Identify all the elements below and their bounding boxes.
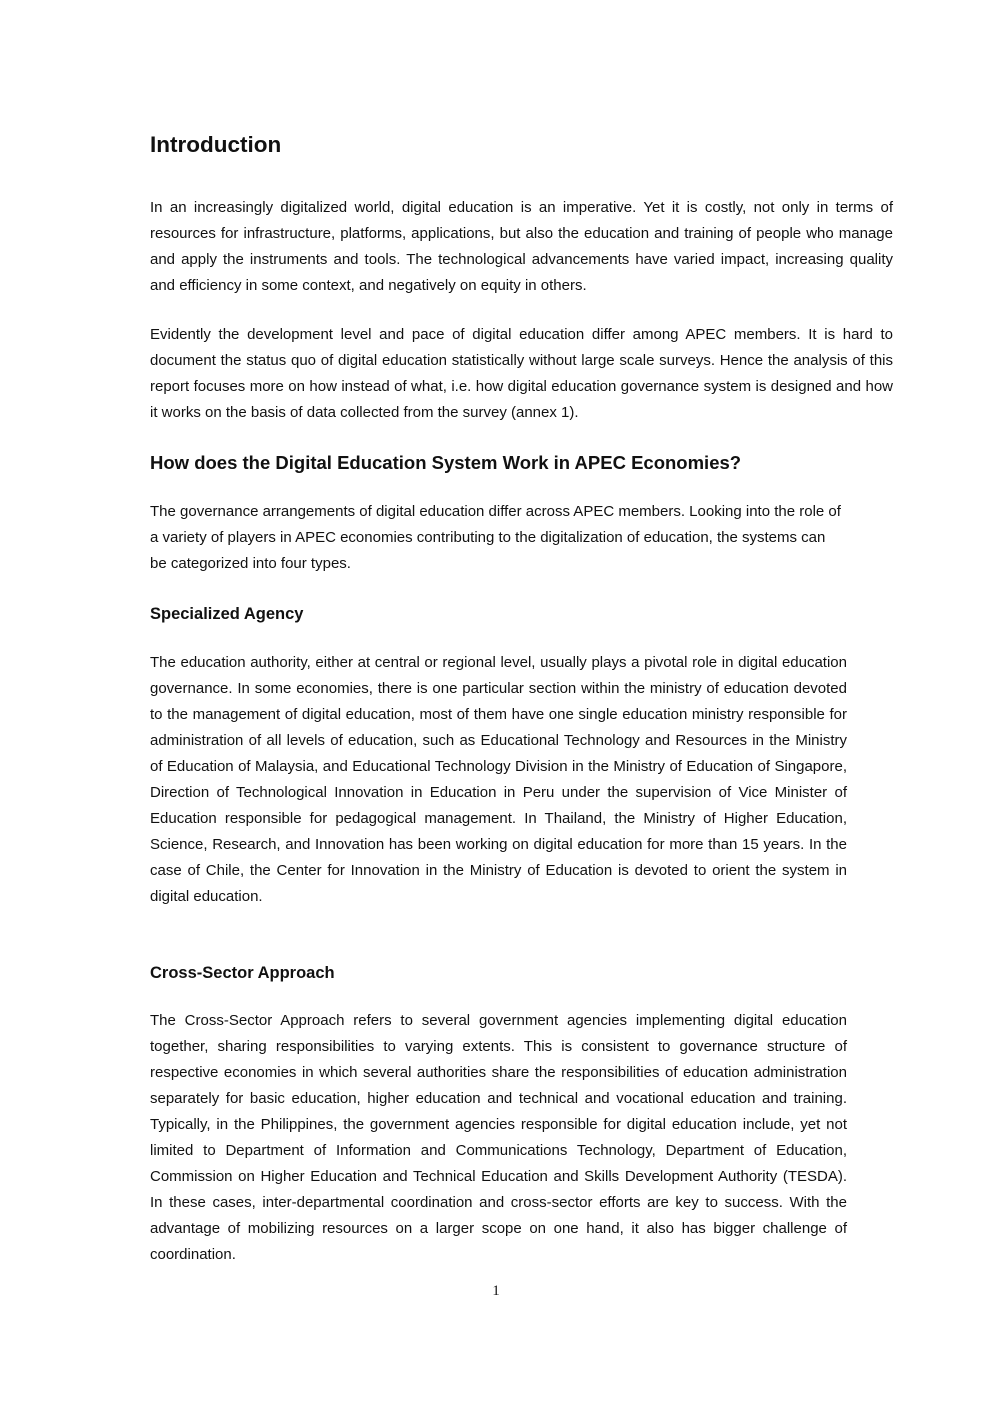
specialized-agency-heading: Specialized Agency xyxy=(150,605,304,623)
cross-sector-paragraph: The Cross-Sector Approach refers to several government agencies implementing digital education together, sharing responsibilities to varying extents. This is consistent to governance structure of respective economies in which several authorities share the responsibilities of education administration separately for basic education, higher education and technical and vocational education and training. Typically, in the Philippines, the government agencies responsible for digital education include, yet not limited to Department of Information and Communications Technology, Department of Education, Commission on Higher Education and Technical Education and Skills Development Authority (TESDA). In these cases, inter-departmental coordination and cross-sector efforts are key to success. With the advantage of mobilizing resources on a larger scope on one hand, it also has bigger challenge of coordination. xyxy=(150,1012,847,1263)
page-number: 1 xyxy=(492,1283,500,1299)
introduction-paragraph-2: Evidently the development level and pace of digital education differ among APEC members. It is hard to document the status quo of digital education statistically without large scale surveys. Hence the analysis of this report focuses more on how instead of what, i.e. how digital education governance system is designed and how it works on the basis of data collected from the survey (annex 1). xyxy=(150,326,893,421)
how-system-works-heading: How does the Digital Education System Work in APEC Economies? xyxy=(150,452,742,473)
how-system-works-paragraph: The governance arrangements of digital education differ across APEC members. Looking into the role of a variety of players in APEC economies contributing to the digitalization of education, the systems can be categorized into four types. xyxy=(150,503,841,572)
specialized-agency-paragraph: The education authority, either at central or regional level, usually plays a pivotal role in digital education governance. In some economies, there is one particular section within the ministry of education devoted to the management of digital education, most of them have one single education ministry responsible for administration of all levels of education, such as Educational Technology and Resources in the Ministry of Education of Malaysia, and Educational Technology Division in the Ministry of Education of Singapore, Direction of Technological Innovation in Education in Peru under the supervision of Vice Minister of Education responsible for pedagogical management. In Thailand, the Ministry of Higher Education, Science, Research, and Innovation has been working on digital education for more than 15 years. In the case of Chile, the Center for Innovation in the Ministry of Education is devoted to orient the system in digital education. xyxy=(150,654,847,905)
introduction-heading: Introduction xyxy=(150,132,282,157)
introduction-paragraph-1: In an increasingly digitalized world, digital education is an imperative. Yet it is costly, not only in terms of resources for infrastructure, platforms, applications, but also the education and training of people who manage and apply the instruments and tools. The technological advancements have varied impact, increasing quality and efficiency in some context, and negatively on equity in others. xyxy=(150,199,893,294)
cross-sector-heading: Cross-Sector Approach xyxy=(150,964,335,982)
